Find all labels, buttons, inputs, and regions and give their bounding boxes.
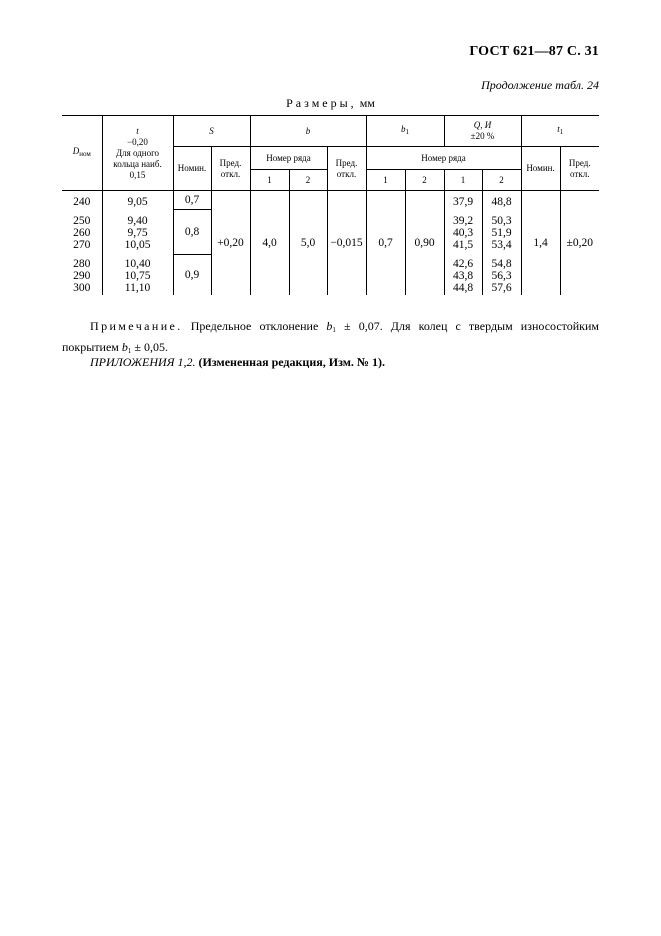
header-S-nomin: Номин. — [173, 147, 211, 191]
S-nominal-cell: 0,9 — [184, 269, 200, 281]
header-S: S — [173, 116, 250, 147]
appendix-reference — [90, 355, 385, 370]
dimensions-table — [62, 115, 599, 295]
dimensions-unit: мм — [359, 96, 375, 110]
header-t: t −0,20 Для одного кольца наиб. 0,15 — [102, 116, 173, 191]
header-D: $D_{ном}$ — [62, 116, 102, 191]
note-label: Примечание. — [90, 319, 183, 333]
b-row1-cell: 4,0 — [250, 191, 289, 296]
dimensions-word: Размеры, — [286, 96, 357, 110]
column-Q-row1-values: 37,9 39,2 40,3 41,5 42,6 43,8 44,8 — [444, 191, 482, 296]
header-b-row-number: Номер ряда — [250, 147, 327, 170]
header-b1-row2: 2 — [405, 170, 444, 191]
header-b1-row1: 1 — [366, 170, 405, 191]
S-nominal-cell: 0,8 — [173, 210, 211, 255]
header-t1: $t_1$ — [521, 116, 599, 147]
header-Q-row1: 1 — [444, 170, 482, 191]
dimensions-caption — [0, 96, 661, 111]
S-deviation-cell: +0,20 — [211, 191, 250, 296]
appendix-label: ПРИЛОЖЕНИЯ 1,2. — [90, 355, 196, 369]
column-Q-row2-values: 48,8 50,3 51,9 53,4 54,8 56,3 57,6 — [482, 191, 521, 296]
b1-row1-cell: 0,7 — [366, 191, 405, 296]
t1-nominal-cell: 1,4 — [521, 191, 560, 296]
b-row2-cell: 5,0 — [289, 191, 327, 296]
header-S-dev: Пред. откл. — [211, 147, 250, 191]
table-continuation-label: Продолжение табл. 24 — [481, 78, 599, 92]
header-Q-row2: 2 — [482, 170, 521, 191]
column-t-values: 9,05 9,40 9,75 10,05 10,40 10,75 11,10 — [102, 191, 173, 296]
appendix-edition: (Измененная редакция, Изм. № 1). — [198, 355, 385, 369]
column-D-values: 240 250 260 270 280 290 300 — [62, 191, 102, 296]
S-nominal-cell: 0,7 — [173, 191, 211, 210]
t1-deviation-cell: ±0,20 — [560, 191, 599, 296]
header-b-row1: 1 — [250, 170, 289, 191]
table-note: Примечание. Предельное отклонение $b_1 \pm 0,07$. Для колец с твердым износостойким покрытием $b_1 \pm 0,05$. — [62, 319, 599, 355]
header-b: b — [250, 116, 366, 147]
b-deviation-cell: −0,015 — [327, 191, 366, 296]
header-b1-Q-row-number: Номер ряда — [366, 147, 521, 170]
page-header: ГОСТ 621—87 С. 31 — [469, 44, 599, 59]
header-b-row2: 2 — [289, 170, 327, 191]
header-b-dev: Пред. откл. — [327, 147, 366, 191]
header-t1-dev: Пред. откл. — [560, 147, 599, 191]
b1-row2-cell: 0,90 — [405, 191, 444, 296]
header-Q: Q, И ±20 % — [444, 116, 521, 147]
header-b1: $b_1$ — [366, 116, 444, 147]
header-t1-nomin: Номин. — [521, 147, 560, 191]
